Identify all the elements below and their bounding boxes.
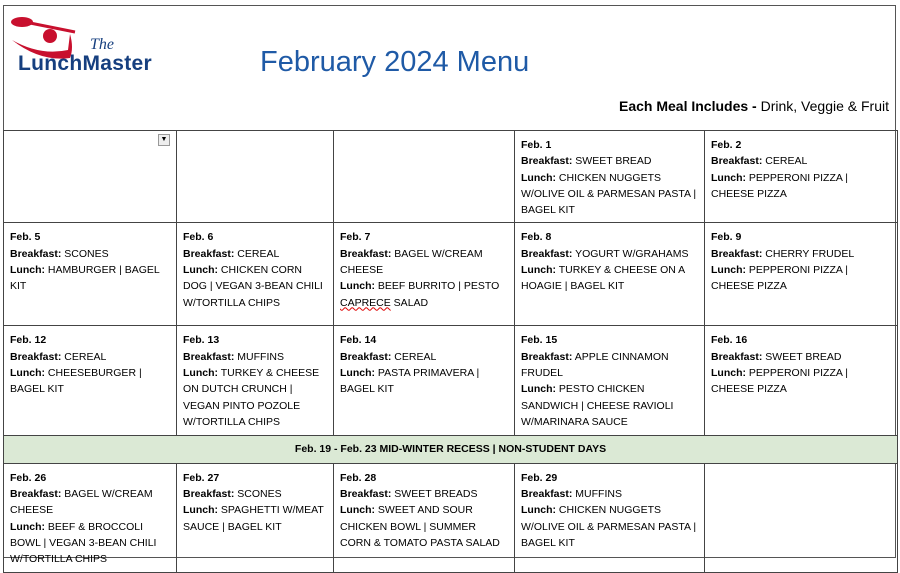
lunch-value: BEEF & BROCCOLI BOWL | VEGAN 3-BEAN CHILI W/TORTILLA CHIPS [10, 520, 157, 566]
includes-value: Drink, Veggie & Fruit [760, 98, 889, 114]
lunch-label: Lunch: [10, 520, 45, 533]
lunch-label: Lunch: [711, 171, 746, 184]
lunch-value: PEPPERONI PIZZA | CHEESE PIZZA [711, 171, 848, 200]
day-date: Feb. 9 [711, 231, 742, 244]
breakfast-label: Breakfast: [183, 350, 235, 363]
lunch-label: Lunch: [711, 367, 746, 380]
breakfast-value: SWEET BREAD [765, 350, 842, 363]
lunch-value: PESTO CHICKEN SANDWICH | CHEESE RAVIOLI W/MARINARA SAUCE [521, 383, 674, 428]
lunch-value: TURKEY & CHEESE ON A HOAGIE | BAGEL KIT [521, 264, 685, 293]
lunch-label: Lunch: [521, 264, 556, 277]
breakfast-label: Breakfast: [10, 488, 62, 501]
day-cell [177, 223, 334, 326]
breakfast-label: Breakfast: [521, 350, 573, 363]
breakfast-value: CEREAL [765, 155, 808, 168]
breakfast-value: APPLE CINNAMON FRUDEL [521, 350, 669, 380]
breakfast-label: Breakfast: [10, 247, 62, 260]
breakfast-label: Breakfast: [340, 247, 392, 260]
day-cell [4, 463, 177, 572]
day-date: Feb. 6 [183, 231, 214, 244]
lunch-value: CHICKEN CORN DOG | VEGAN 3-BEAN CHILI W/TORTILLA CHIPS [183, 264, 323, 309]
breakfast-value: CHERRY FRUDEL [765, 247, 855, 260]
lunch-value: SPAGHETTI W/MEAT SAUCE | BAGEL KIT [183, 504, 324, 533]
day-date: Feb. 14 [340, 334, 377, 347]
dropdown-arrow-icon[interactable]: ▼ [158, 134, 170, 146]
lunch-value: BEEF BURRITO | PESTO CAPRECE SALAD [340, 280, 500, 309]
breakfast-value: MUFFINS [237, 350, 284, 363]
breakfast-value: BAGEL W/CREAM CHEESE [340, 247, 483, 277]
lunch-value: HAMBURGER | BAGEL KIT [10, 264, 160, 293]
day-cell [515, 463, 705, 572]
day-date: Feb. 1 [521, 139, 552, 151]
breakfast-label: Breakfast: [340, 350, 392, 363]
breakfast-value: BAGEL W/CREAM CHEESE [10, 488, 153, 517]
lunch-value: CHEESEBURGER | BAGEL KIT [10, 367, 142, 396]
logo-name: LunchMaster [18, 52, 152, 75]
day-cell [705, 131, 898, 223]
lunch-value: SWEET AND SOUR CHICKEN BOWL | SUMMER CORN & TOMATO PASTA SALAD [340, 504, 500, 549]
empty-cell [177, 131, 334, 223]
week-row [4, 463, 898, 572]
day-cell [705, 326, 898, 436]
day-date: Feb. 27 [183, 471, 220, 484]
week-row [4, 326, 898, 436]
lunch-value: CHICKEN NUGGETS W/OLIVE OIL & PARMESAN PASTA | BAGEL KIT [521, 504, 697, 549]
breakfast-label: Breakfast: [521, 155, 573, 168]
lunch-value: TURKEY & CHEESE ON DUTCH CRUNCH | VEGAN PINTO POZOLE W/TORTILLA CHIPS [183, 367, 320, 428]
recess-row [4, 436, 898, 463]
day-cell [515, 223, 705, 326]
week-row [4, 223, 898, 326]
empty-cell [334, 131, 515, 223]
day-date: Feb. 13 [183, 334, 220, 347]
breakfast-value: MUFFINS [575, 488, 622, 501]
breakfast-value: CEREAL [237, 247, 280, 260]
lunch-label: Lunch: [10, 264, 45, 277]
breakfast-value: SWEET BREADS [394, 488, 478, 501]
lunch-value: PASTA PRIMAVERA | BAGEL KIT [340, 367, 480, 396]
breakfast-label: Breakfast: [183, 488, 235, 501]
day-cell [4, 326, 177, 436]
lunch-label: Lunch: [521, 383, 556, 396]
lunch-label: Lunch: [183, 264, 218, 277]
day-date: Feb. 2 [711, 139, 742, 151]
day-cell [705, 223, 898, 326]
empty-cell [705, 463, 898, 572]
recess-text: Feb. 19 - Feb. 23 MID-WINTER RECESS | NON-STUDENT DAYS [4, 436, 898, 463]
day-cell [177, 463, 334, 572]
breakfast-label: Breakfast: [521, 247, 573, 260]
day-date: Feb. 26 [10, 471, 47, 484]
day-date: Feb. 29 [521, 471, 558, 484]
day-cell [515, 131, 705, 223]
lunch-label: Lunch: [340, 367, 375, 380]
logo-the: The [90, 36, 114, 53]
lunch-label: Lunch: [340, 504, 375, 517]
breakfast-label: Breakfast: [183, 247, 235, 260]
lunch-label: Lunch: [711, 264, 746, 277]
lunch-value: PEPPERONI PIZZA | CHEESE PIZZA [711, 264, 848, 293]
day-date: Feb. 15 [521, 334, 558, 347]
menu-calendar [3, 130, 898, 573]
includes-label: Each Meal Includes - [619, 98, 761, 114]
page-title: February 2024 Menu [260, 46, 530, 78]
day-cell [515, 326, 705, 436]
empty-cell [4, 131, 177, 223]
breakfast-value: SCONES [237, 488, 282, 501]
day-cell [334, 463, 515, 572]
day-date: Feb. 28 [340, 471, 377, 484]
meal-includes [619, 98, 889, 114]
day-date: Feb. 16 [711, 334, 748, 347]
lunchmaster-logo [10, 14, 185, 80]
breakfast-label: Breakfast: [340, 488, 392, 501]
lunch-value: PEPPERONI PIZZA | CHEESE PIZZA [711, 367, 848, 396]
breakfast-label: Breakfast: [711, 350, 763, 363]
breakfast-value: SWEET BREAD [575, 155, 652, 168]
lunch-label: Lunch: [183, 504, 218, 517]
breakfast-label: Breakfast: [521, 488, 573, 501]
breakfast-value: YOGURT W/GRAHAMS [575, 247, 689, 260]
lunch-label: Lunch: [521, 504, 556, 517]
day-cell [334, 223, 515, 326]
day-cell [177, 326, 334, 436]
breakfast-value: SCONES [64, 247, 109, 260]
day-date: Feb. 7 [340, 231, 371, 244]
breakfast-value: CEREAL [64, 350, 107, 363]
lunch-label: Lunch: [340, 280, 375, 293]
day-date: Feb. 5 [10, 231, 41, 244]
day-cell [334, 326, 515, 436]
day-date: Feb. 8 [521, 231, 552, 244]
breakfast-value: CEREAL [394, 350, 437, 363]
day-date: Feb. 12 [10, 334, 47, 347]
breakfast-label: Breakfast: [10, 350, 62, 363]
lunch-label: Lunch: [521, 171, 556, 184]
week-row [4, 131, 898, 223]
lunch-label: Lunch: [10, 367, 45, 380]
lunch-value: CHICKEN NUGGETS W/OLIVE OIL & PARMESAN PASTA | BAGEL KIT [521, 171, 697, 217]
breakfast-label: Breakfast: [711, 155, 763, 168]
breakfast-label: Breakfast: [711, 247, 763, 260]
lunch-label: Lunch: [183, 367, 218, 380]
day-cell [4, 223, 177, 326]
